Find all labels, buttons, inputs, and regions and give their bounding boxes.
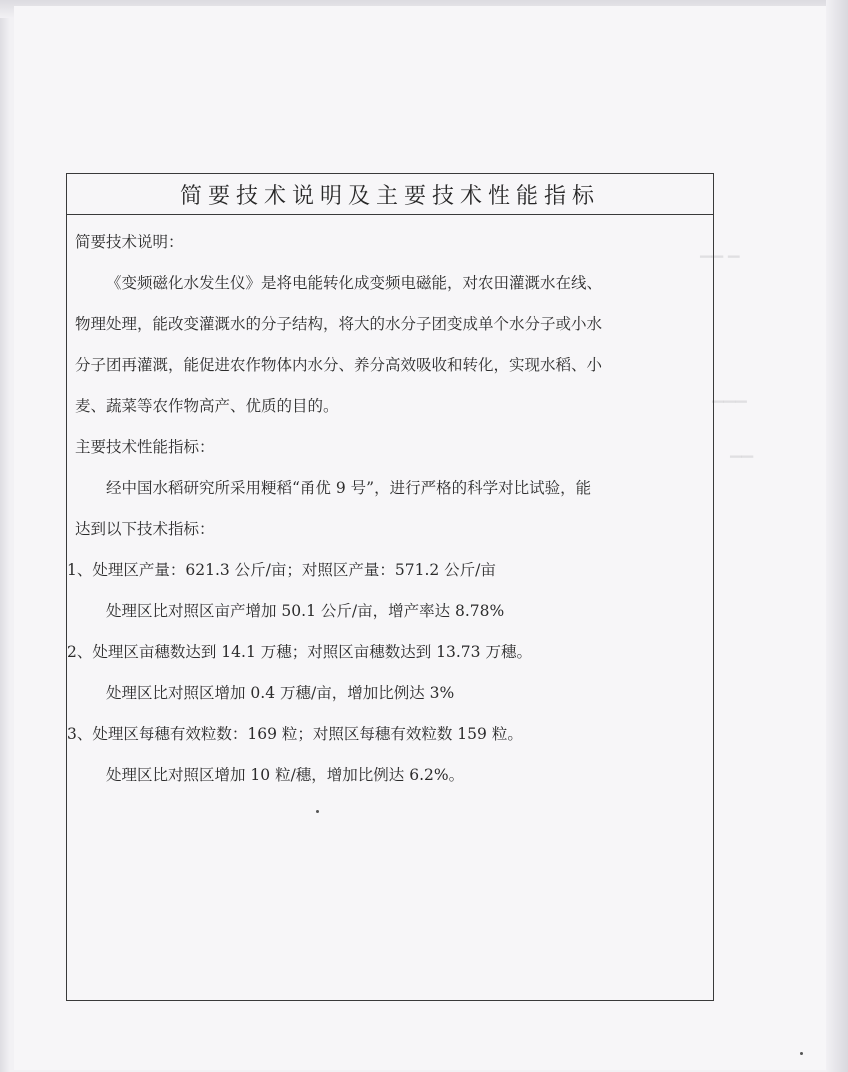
spec-table <box>66 173 714 1001</box>
section-heading-specs: 主要技术性能指标： <box>75 438 215 456</box>
scan-speck <box>316 810 319 813</box>
spec-item-main: 2、处理区亩穗数达到 14.1 万穗；对照区亩穗数达到 13.73 万穗。 <box>67 643 532 661</box>
show-through-mark: ▁▁ ▁ <box>700 240 740 258</box>
show-through-mark: ▁▁▁ <box>712 385 747 403</box>
spec-item-sub: 处理区比对照区增加 10 粒/穗，增加比例达 6.2%。 <box>106 766 465 784</box>
spec-item-sub: 处理区比对照区亩产增加 50.1 公斤/亩，增产率达 8.78% <box>106 602 505 620</box>
show-through-mark: ▁▁ <box>730 440 754 458</box>
scan-edge-left <box>0 0 10 1072</box>
description-line: 分子团再灌溉，能促进农作物体内水分、养分高效吸收和转化，实现水稻、小 <box>75 356 603 374</box>
scan-speck <box>800 1052 803 1055</box>
section-heading-description: 简要技术说明： <box>75 233 184 251</box>
description-line: 物理处理，能改变灌溉水的分子结构，将大的水分子团变成单个水分子或小水 <box>75 315 603 333</box>
title-row <box>67 174 713 215</box>
scan-edge-right <box>826 0 848 1072</box>
intro-line: 经中国水稻研究所采用粳稻“甬优 9 号”，进行严格的科学对比试验，能 <box>106 479 592 497</box>
spec-item-sub: 处理区比对照区增加 0.4 万穗/亩，增加比例达 3% <box>106 684 455 702</box>
spec-item-main: 1、处理区产量：621.3 公斤/亩；对照区产量：571.2 公斤/亩 <box>67 561 496 579</box>
table-body <box>67 222 701 796</box>
intro-line: 达到以下技术指标： <box>75 520 215 538</box>
spec-item-main: 3、处理区每穗有效粒数：169 粒；对照区每穗有效粒数 159 粒。 <box>67 725 523 743</box>
description-line: 麦、蔬菜等农作物高产、优质的目的。 <box>75 397 339 415</box>
table-title: 简要技术说明及主要技术性能指标 <box>179 183 600 209</box>
description-line: 《变频磁化水发生仪》是将电能转化成变频电磁能，对农田灌溉水在线、 <box>106 274 603 292</box>
